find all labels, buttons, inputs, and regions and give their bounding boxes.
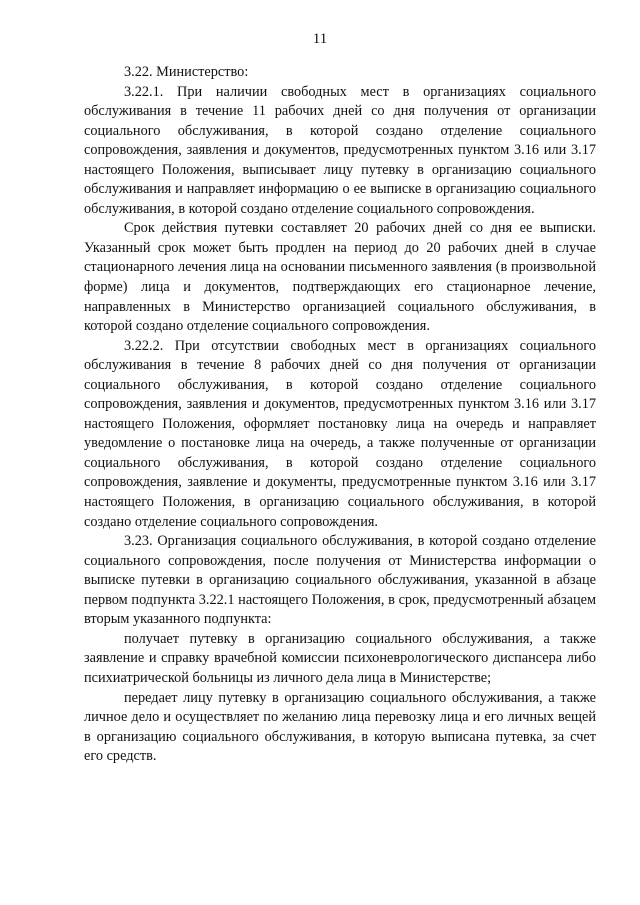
paragraph-voucher-validity: Срок действия путевки составляет 20 рабочих дней со дня ее выписки. Указанный срок может быть продлен на период до 20 рабочих дней в случае стационарного лечения лица на основании письменного заявления (в произвольной форме) лица и документов, подтверждающих его стационарное лечение, направленных в Министерство организацией социального обслуживания, в которой создано отделение социального сопровождения. <box>84 220 596 335</box>
paragraph-transfers-voucher: передает лицу путевку в организацию социального обслуживания, а также личное дело и осуществляет по желанию лица перевозку лица и его личных вещей в организацию социального обслуживания, в которую выписана путевка, за счет его средств. <box>84 689 596 765</box>
paragraph-3-23: 3.23. Организация социального обслуживания, в которой создано отделение социального сопровождения, после получения от Министерства информации о выписке путевки в организацию социального обслуживания, указанной в абзаце первом подпункта 3.22.1 настоящего Положения, в срок, предусмотренный абзацем вторым указанного подпункта: <box>84 533 596 628</box>
paragraph-receives-voucher: получает путевку в организацию социального обслуживания, а также заявление и справку врачебной комиссии психоневрологического диспансера либо психиатрической больницы из личного дела лица в Министерстве; <box>84 630 596 686</box>
paragraph-3-22: 3.22. Министерство: <box>124 64 249 80</box>
paragraph-3-22-1: 3.22.1. При наличии свободных мест в организациях социального обслуживания в течение 11 рабочих дней со дня получения от организации социального обслуживания, в которой создано отделение социального сопровождения, заявления и документов, предусмотренных пунктом 3.16 или 3.17 настоящего Положения, выписывает лицу путевку в организацию социального обслуживания и направляет информацию о ее выписке в организацию социального обслуживания, в которой создано отделение социального сопровождения. <box>84 83 596 217</box>
paragraph-3-22-2: 3.22.2. При отсутствии свободных мест в организациях социального обслуживания в течение 8 рабочих дней со дня получения от организации социального обслуживания, в которой создано отделение социального сопровождения, заявления и документов, предусмотренных пунктом 3.16 или 3.17 настоящего Положения, оформляет постановку лица на очередь и направляет уведомление о постановке лица на очередь, а также полученные от организации социального обслуживания, в которой создано отделение социального сопровождения, заявление и документы, предусмотренные пунктом 3.16 или 3.17 настоящего Положения, в организацию социального обслуживания, в которой создано отделение социального сопровождения. <box>84 337 596 530</box>
page-number: 11 <box>312 31 328 47</box>
document-body <box>84 63 596 767</box>
